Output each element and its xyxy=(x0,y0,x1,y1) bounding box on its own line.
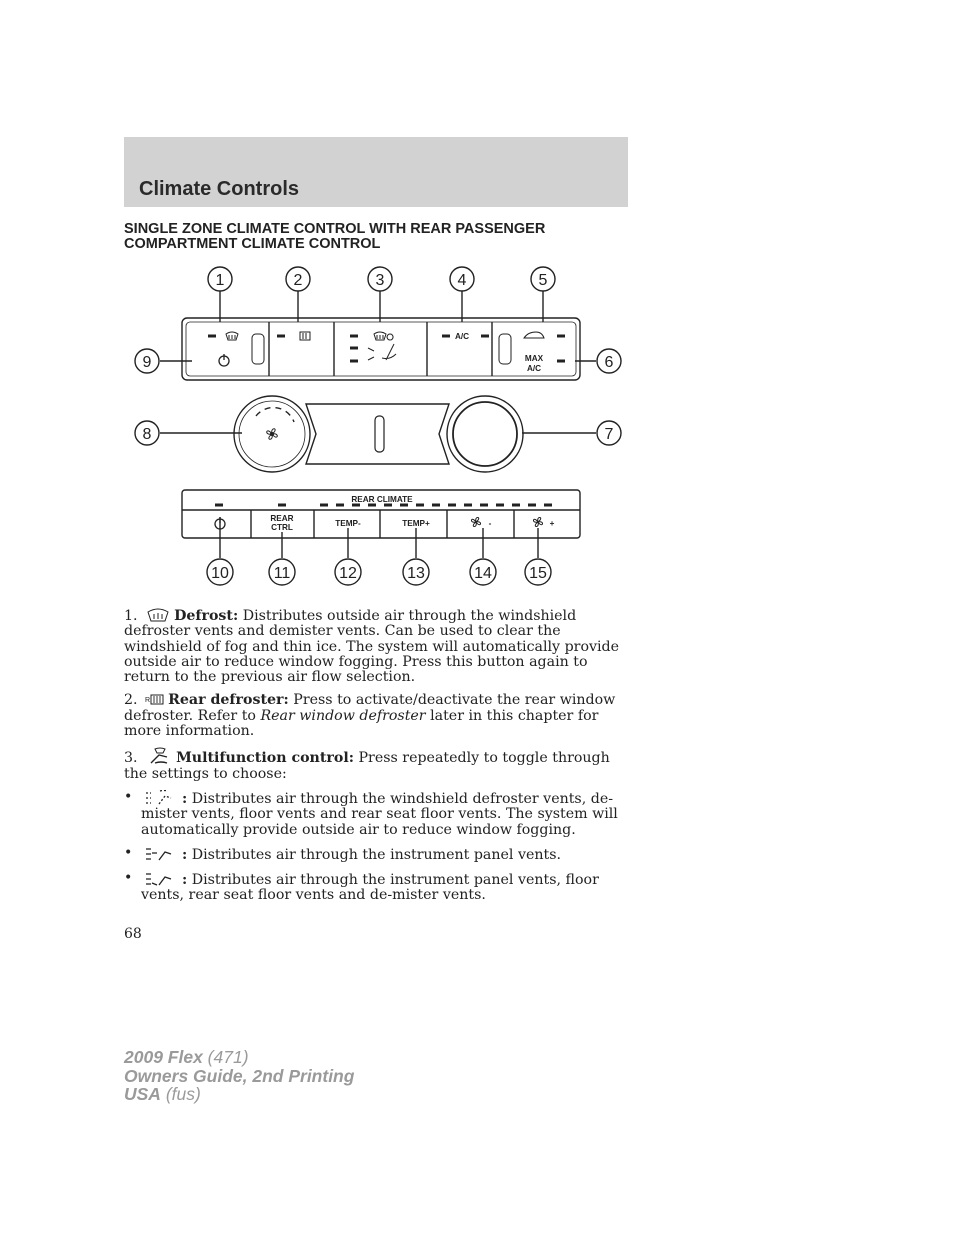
temp-knob xyxy=(447,396,523,472)
list-item: • : Distributes air through the windshield defroster vents, de-mister vents, floor vents and rear seat floor vents. The system will automatically provide outside air to reduce window fogging. xyxy=(124,788,618,838)
subtitle-line-2: COMPARTMENT CLIMATE CONTROL xyxy=(124,236,381,252)
footer: 2009 Flex (471) Owners Guide, 2nd Printing USA (fus) xyxy=(124,1047,355,1104)
defrost-floor-mode-icon xyxy=(144,790,174,806)
temp-plus-label: TEMP+ xyxy=(402,519,430,528)
rear-defrost-icon xyxy=(300,332,310,340)
max-ac-label: A/C xyxy=(526,364,542,373)
item-defrost: 1. Defrost: Distributes outside air through the windshield defroster vents and demister vents. Can be used to clear the windshield of fog and thin ice. The system will automatically provide outside air to reduce window fogging. Press this button again to return to the previous air flow selection. xyxy=(124,608,620,686)
mode-list xyxy=(124,790,628,904)
page-number: 68 xyxy=(124,926,142,942)
callout-14: 14 xyxy=(474,565,492,582)
callout-2: 2 xyxy=(293,272,303,289)
list-item: • : Distributes air through the instrument panel vents. xyxy=(124,844,562,863)
callout-13: 13 xyxy=(407,565,425,582)
fan-low-icon xyxy=(471,517,480,526)
callout-15: 15 xyxy=(529,565,547,582)
callout-9: 9 xyxy=(142,354,152,371)
rear-climate-label: REAR CLIMATE xyxy=(351,495,413,504)
rear-defroster-icon xyxy=(145,693,165,707)
callout-5: 5 xyxy=(538,272,548,289)
rear-label: REAR xyxy=(270,514,294,523)
body-text xyxy=(124,607,628,912)
callout-4: 4 xyxy=(457,272,467,289)
temp-minus-label: TEMP- xyxy=(335,519,361,528)
recirculation-icon xyxy=(524,332,544,338)
panel-mode-icon xyxy=(144,846,174,862)
multifunction-icon xyxy=(145,747,173,765)
callout-6: 6 xyxy=(604,354,614,371)
callout-12: 12 xyxy=(339,565,357,582)
section-header xyxy=(124,137,628,207)
callout-10: 10 xyxy=(211,565,229,582)
rear-defroster-title: Rear defroster: xyxy=(168,692,289,709)
panel-floor-mode-icon xyxy=(144,871,174,887)
svg-text:R: R xyxy=(145,697,151,705)
callout-1: 1 xyxy=(215,272,225,289)
front-panel-inner xyxy=(186,322,576,376)
max-label: MAX xyxy=(524,354,544,363)
front-panel-outline xyxy=(182,318,580,380)
multifunction-title: Multifunction control: xyxy=(176,750,354,767)
subtitle-line-1: SINGLE ZONE CLIMATE CONTROL WITH REAR PASSENGER xyxy=(124,221,546,237)
defrost-title: Defrost: xyxy=(174,608,239,624)
callout-7: 7 xyxy=(604,426,614,443)
section-title: Climate Controls xyxy=(139,178,300,200)
fan-icon xyxy=(267,429,278,440)
callout-8: 8 xyxy=(142,426,152,443)
ac-label: A/C xyxy=(454,332,470,341)
fan-high-icon xyxy=(533,517,542,526)
list-item: • : Distributes air through the instrument panel vents, floor vents, rear seat floor vents and de-mister vents. xyxy=(124,870,599,904)
seat-airflow-icon xyxy=(382,334,396,360)
item-multifunction: 3. Multifunction control: Press repeatedly to toggle through the settings to choose: xyxy=(124,747,628,782)
section-subtitle xyxy=(124,222,644,252)
item-rear-defroster: 2. R Rear defroster: Press to activate/deactivate the rear window defroster. Refer to Rear window defroster later in this chapter for more information. xyxy=(124,692,616,740)
ctrl-label: CTRL xyxy=(271,523,293,532)
fan-plus-label: + xyxy=(549,519,555,528)
climate-control-diagram xyxy=(124,262,628,592)
center-vent xyxy=(306,404,449,464)
rear-window-defroster-link: Rear window defroster xyxy=(260,707,426,724)
callout-3: 3 xyxy=(375,272,385,289)
defrost-icon xyxy=(145,607,171,623)
callout-11: 11 xyxy=(273,565,291,582)
fan-minus-label: - xyxy=(488,519,492,528)
